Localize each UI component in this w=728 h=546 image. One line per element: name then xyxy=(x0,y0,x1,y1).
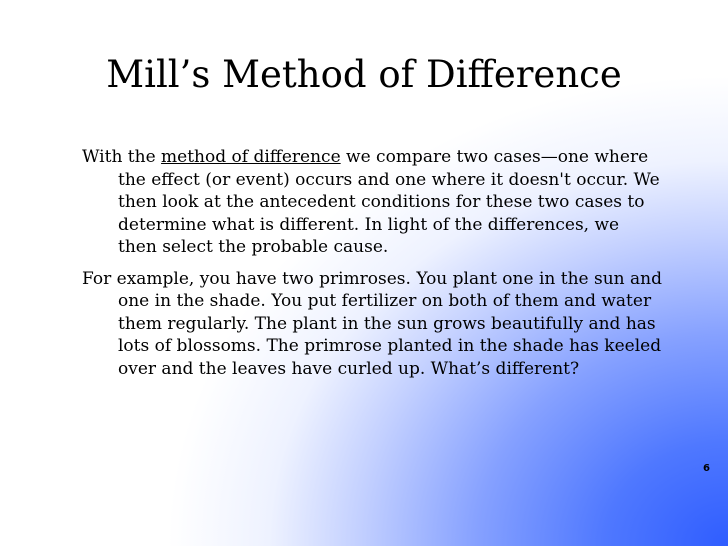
paragraph-method-definition xyxy=(82,146,662,259)
key-term: method of difference xyxy=(161,147,341,167)
slide-body xyxy=(82,146,662,389)
slide-title: Mill’s Method of Difference xyxy=(106,53,622,96)
paragraph-rest: we compare two cases—one where the effect (or event) occurs and one where it doesn't occur. We then look at the antecedent conditions for these two cases to determine what is different. In light of the differences, we then select the probable cause. xyxy=(118,147,660,257)
paragraph-prefix: With the xyxy=(82,147,162,167)
paragraph-example: For example, you have two primroses. You plant one in the sun and one in the shade. You put fertilizer on both of them and water them regularly. The plant in the sun grows beautifully and has lots of blossoms. The primrose planted in the shade has keeled over and the leaves have curled up. What’s different? xyxy=(82,268,662,379)
page-number: 6 xyxy=(703,463,710,474)
